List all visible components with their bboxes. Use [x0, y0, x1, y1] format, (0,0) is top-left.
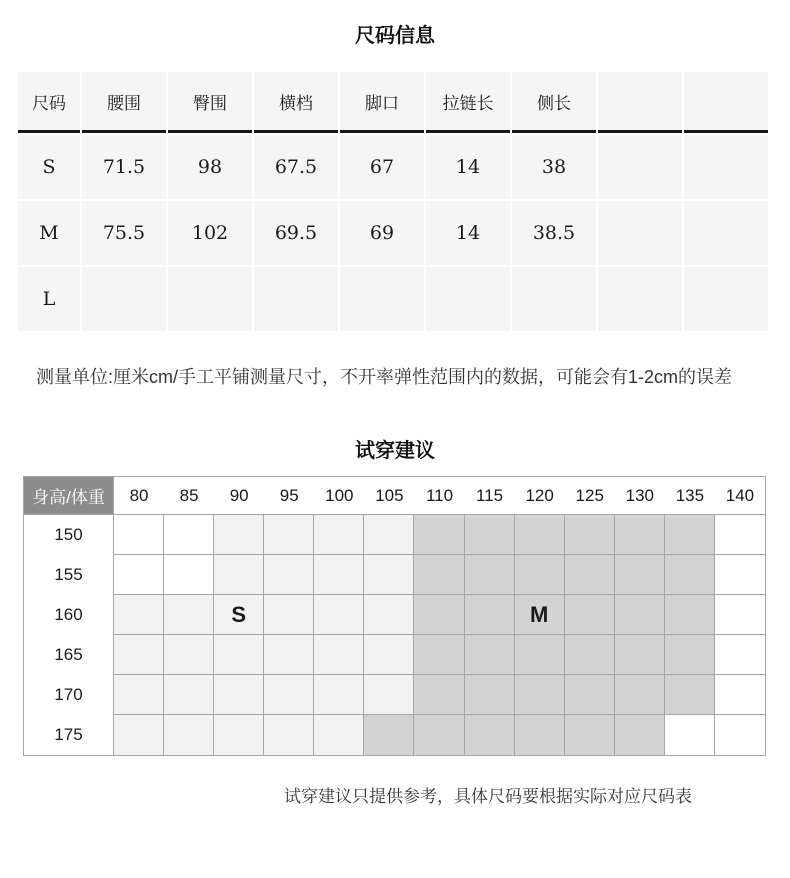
- weight-col-header: 95: [264, 477, 314, 515]
- fit-cell: [465, 515, 515, 555]
- fit-cell: [615, 715, 665, 755]
- fit-cell: [715, 675, 765, 715]
- size-col-header: 侧长: [512, 72, 596, 133]
- fit-cell: [615, 675, 665, 715]
- size-value-cell: [684, 201, 768, 265]
- size-table-body: [18, 135, 768, 331]
- size-value-cell: 38: [512, 135, 596, 199]
- fit-cell: [615, 515, 665, 555]
- height-row-label: 160: [24, 595, 114, 635]
- fit-cell: [164, 595, 214, 635]
- fit-cell: [515, 515, 565, 555]
- fit-cell: [364, 675, 414, 715]
- fit-cell: [565, 715, 615, 755]
- weight-col-header: 140: [715, 477, 765, 515]
- fit-cell: [264, 595, 314, 635]
- fit-table: [23, 476, 766, 756]
- fit-cell: [164, 515, 214, 555]
- fit-cell: [515, 555, 565, 595]
- fit-cell: [515, 675, 565, 715]
- size-value-cell: 67: [340, 135, 424, 199]
- fit-cell: [414, 715, 464, 755]
- weight-col-header: 120: [515, 477, 565, 515]
- fit-cell: [114, 555, 164, 595]
- fit-cell: [414, 595, 464, 635]
- fit-cell: [314, 715, 364, 755]
- fit-cell: [465, 595, 515, 635]
- fit-cell: [465, 635, 515, 675]
- fit-cell: [214, 635, 264, 675]
- fit-advice-title: 试穿建议: [355, 440, 435, 462]
- size-col-header: 脚口: [340, 72, 424, 133]
- fit-cell: [114, 595, 164, 635]
- fit-cell: [665, 595, 715, 635]
- fit-cell: [414, 675, 464, 715]
- fit-cell: [515, 635, 565, 675]
- weight-col-header: 90: [214, 477, 264, 515]
- size-table-row: [18, 135, 768, 199]
- size-col-header: 拉链长: [426, 72, 510, 133]
- fit-cell: [364, 715, 414, 755]
- fit-cell: [164, 555, 214, 595]
- size-value-cell: [426, 267, 510, 331]
- size-col-header: 臀围: [168, 72, 252, 133]
- fit-cell: [665, 515, 715, 555]
- fit-cell: [364, 515, 414, 555]
- weight-col-header: 115: [465, 477, 515, 515]
- fit-cell: [164, 635, 214, 675]
- fit-cell: [214, 515, 264, 555]
- size-value-cell: [168, 267, 252, 331]
- fit-cell: [565, 635, 615, 675]
- height-weight-corner-label: 身高/体重: [24, 477, 114, 515]
- fit-cell: [264, 515, 314, 555]
- fit-cell: [214, 555, 264, 595]
- size-col-header: [684, 72, 768, 133]
- height-row-label: 150: [24, 515, 114, 555]
- fit-cell: [665, 715, 715, 755]
- size-value-cell: 69: [340, 201, 424, 265]
- fit-cell: [565, 515, 615, 555]
- size-value-cell: [684, 267, 768, 331]
- size-zone-label-s: S: [231, 601, 247, 627]
- fit-cell: [465, 555, 515, 595]
- size-value-cell: [512, 267, 596, 331]
- measurement-note: 测量单位:厘米cm/手工平铺测量尺寸，不开率弹性范围内的数据，可能会有1-2cm的误差: [36, 367, 733, 387]
- fit-cell: [264, 675, 314, 715]
- size-value-cell: 98: [168, 135, 252, 199]
- fit-cell: [314, 555, 364, 595]
- fit-cell: [214, 715, 264, 755]
- fit-cell: [364, 635, 414, 675]
- size-value-cell: [340, 267, 424, 331]
- fit-cell: [414, 515, 464, 555]
- size-col-header: [598, 72, 682, 133]
- size-zone-label-m: M: [529, 601, 549, 627]
- fit-cell: [715, 635, 765, 675]
- size-label-cell: M: [18, 201, 80, 265]
- size-value-cell: 71.5: [82, 135, 166, 199]
- weight-col-header: 130: [615, 477, 665, 515]
- height-row-label: 165: [24, 635, 114, 675]
- fit-cell: [515, 715, 565, 755]
- fit-cell: [214, 675, 264, 715]
- fit-cell: [565, 555, 615, 595]
- weight-col-header: 125: [565, 477, 615, 515]
- height-row-label: 170: [24, 675, 114, 715]
- fit-cell: [314, 635, 364, 675]
- fit-cell: [264, 635, 314, 675]
- size-value-cell: 38.5: [512, 201, 596, 265]
- size-value-cell: 102: [168, 201, 252, 265]
- fit-cell: [314, 515, 364, 555]
- fit-cell: [114, 715, 164, 755]
- fit-cell: [665, 555, 715, 595]
- fit-cell: [665, 675, 715, 715]
- weight-col-header: 135: [665, 477, 715, 515]
- size-value-cell: 14: [426, 135, 510, 199]
- fit-cell: [414, 635, 464, 675]
- height-row-label: 155: [24, 555, 114, 595]
- fit-cell: [565, 595, 615, 635]
- weight-col-header: 100: [314, 477, 364, 515]
- size-label-cell: L: [18, 267, 80, 331]
- size-value-cell: [82, 267, 166, 331]
- weight-col-header: 110: [414, 477, 464, 515]
- size-value-cell: 67.5: [254, 135, 338, 199]
- weight-col-header: 80: [114, 477, 164, 515]
- size-table-row: [18, 201, 768, 265]
- fit-cell: [665, 635, 715, 675]
- fit-cell: [565, 675, 615, 715]
- size-label-cell: S: [18, 135, 80, 199]
- fit-cell: [715, 555, 765, 595]
- fit-cell: [465, 715, 515, 755]
- fit-cell: [615, 635, 665, 675]
- size-value-cell: [598, 135, 682, 199]
- fit-cell: [314, 595, 364, 635]
- fit-cell: [114, 675, 164, 715]
- fit-cell: [264, 715, 314, 755]
- weight-col-header: 105: [364, 477, 414, 515]
- size-table: [16, 70, 770, 333]
- size-col-header: 尺码: [18, 72, 80, 133]
- fit-cell: [715, 595, 765, 635]
- size-table-header-row: [18, 72, 768, 133]
- size-value-cell: 75.5: [82, 201, 166, 265]
- fit-cell: [414, 555, 464, 595]
- fit-cell: [364, 595, 414, 635]
- fit-cell: [715, 515, 765, 555]
- size-col-header: 横档: [254, 72, 338, 133]
- fit-cell: [164, 715, 214, 755]
- size-table-row: [18, 267, 768, 331]
- size-value-cell: [254, 267, 338, 331]
- size-value-cell: [598, 267, 682, 331]
- fit-cell: [114, 515, 164, 555]
- fit-cell: [164, 675, 214, 715]
- height-row-label: 175: [24, 715, 114, 755]
- fit-cell: [214, 595, 264, 635]
- size-value-cell: 14: [426, 201, 510, 265]
- fit-cell: [364, 555, 414, 595]
- fit-cell: [465, 675, 515, 715]
- fit-cell: [715, 715, 765, 755]
- fit-cell: [615, 555, 665, 595]
- fit-cell: [314, 675, 364, 715]
- size-col-header: 腰围: [82, 72, 166, 133]
- fit-advice-note: 试穿建议只提供参考，具体尺码要根据实际对应尺码表: [284, 787, 692, 806]
- size-value-cell: [684, 135, 768, 199]
- fit-cell: [114, 635, 164, 675]
- size-value-cell: [598, 201, 682, 265]
- fit-cell: [615, 595, 665, 635]
- fit-cell: [264, 555, 314, 595]
- size-value-cell: 69.5: [254, 201, 338, 265]
- size-info-title: 尺码信息: [355, 25, 435, 47]
- fit-cell: [515, 595, 565, 635]
- weight-col-header: 85: [164, 477, 214, 515]
